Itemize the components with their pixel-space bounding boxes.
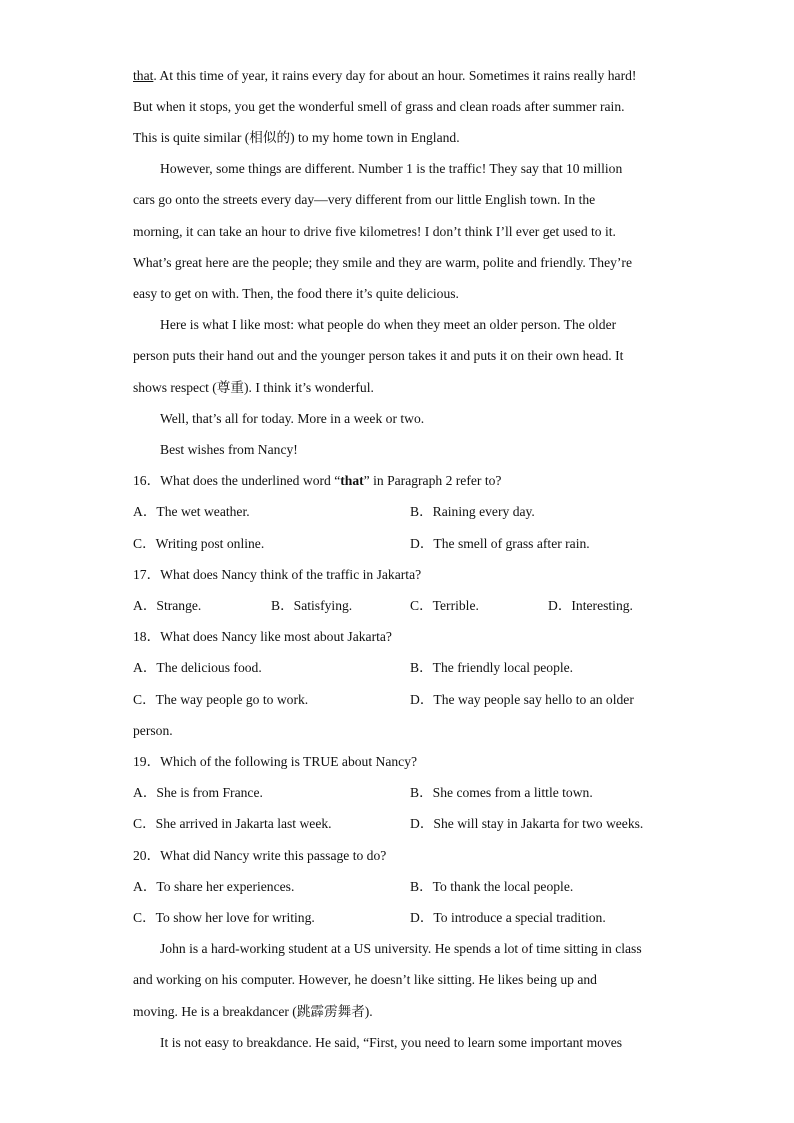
- option-b: B．She comes from a little town.: [410, 785, 593, 800]
- option-a: A．To share her experiences.: [133, 879, 295, 894]
- passage-line: Best wishes from Nancy!: [160, 442, 298, 457]
- option-c: C．Terrible.: [410, 598, 479, 613]
- option-a: A．Strange.: [133, 598, 202, 613]
- passage-line: Well, that’s all for today. More in a week or two.: [160, 411, 425, 426]
- passage-line: moving. He is a breakdancer (跳霹雳舞者).: [133, 1004, 373, 1019]
- passage-line: person puts their hand out and the younger person takes it and puts it on their own head. It: [133, 348, 624, 363]
- passage-line: that. At this time of year, it rains every day for about an hour. Sometimes it rains really hard!: [133, 68, 637, 83]
- question-stem: 19．Which of the following is TRUE about Nancy?: [133, 754, 418, 769]
- option-c: C．She arrived in Jakarta last week.: [133, 816, 332, 831]
- passage-line: shows respect (尊重). I think it’s wonderful.: [133, 380, 374, 395]
- option-c: C．To show her love for writing.: [133, 910, 315, 925]
- passage-line: What’s great here are the people; they smile and they are warm, polite and friendly. They’re: [133, 255, 632, 270]
- question-stem: 16．What does the underlined word “that” in Paragraph 2 refer to?: [133, 473, 502, 488]
- passage-line: However, some things are different. Number 1 is the traffic! They say that 10 million: [160, 161, 623, 176]
- question-stem: 18．What does Nancy like most about Jakarta?: [133, 629, 392, 644]
- option-d: D．Interesting.: [548, 598, 633, 613]
- passage-line: Here is what I like most: what people do when they meet an older person. The older: [160, 317, 617, 332]
- passage-line: cars go onto the streets every day—very different from our little English town. In the: [133, 192, 596, 207]
- passage-line: But when it stops, you get the wonderful smell of grass and clean roads after summer rain.: [133, 99, 625, 114]
- passage-line: and working on his computer. However, he doesn’t like sitting. He likes being up and: [133, 972, 597, 987]
- option-a: A．She is from France.: [133, 785, 263, 800]
- option-b: B．Satisfying.: [271, 598, 353, 613]
- option-c: C．The way people go to work.: [133, 692, 309, 707]
- underlined-word: that: [133, 68, 154, 83]
- passage-line: It is not easy to breakdance. He said, “First, you need to learn some important moves: [160, 1035, 623, 1050]
- option-a: A．The wet weather.: [133, 504, 250, 519]
- option-d: D．The smell of grass after rain.: [410, 536, 590, 551]
- option-c: C．Writing post online.: [133, 536, 265, 551]
- option-b: B．Raining every day.: [410, 504, 535, 519]
- option-d-continued: person.: [133, 723, 173, 738]
- passage-line: This is quite similar (相似的) to my home town in England.: [133, 130, 460, 145]
- passage-line: easy to get on with. Then, the food there it’s quite delicious.: [133, 286, 459, 301]
- passage-line: John is a hard-working student at a US university. He spends a lot of time sitting in class: [160, 941, 642, 956]
- bold-word: that: [340, 473, 364, 488]
- option-d: D．The way people say hello to an older: [410, 692, 634, 707]
- option-b: B．To thank the local people.: [410, 879, 574, 894]
- option-d: D．To introduce a special tradition.: [410, 910, 606, 925]
- option-d: D．She will stay in Jakarta for two weeks.: [410, 816, 644, 831]
- question-stem: 17．What does Nancy think of the traffic in Jakarta?: [133, 567, 422, 582]
- option-b: B．The friendly local people.: [410, 660, 574, 675]
- option-a: A．The delicious food.: [133, 660, 262, 675]
- passage-line: morning, it can take an hour to drive five kilometres! I don’t think I’ll ever get used to it.: [133, 224, 616, 239]
- question-stem: 20．What did Nancy write this passage to do?: [133, 848, 387, 863]
